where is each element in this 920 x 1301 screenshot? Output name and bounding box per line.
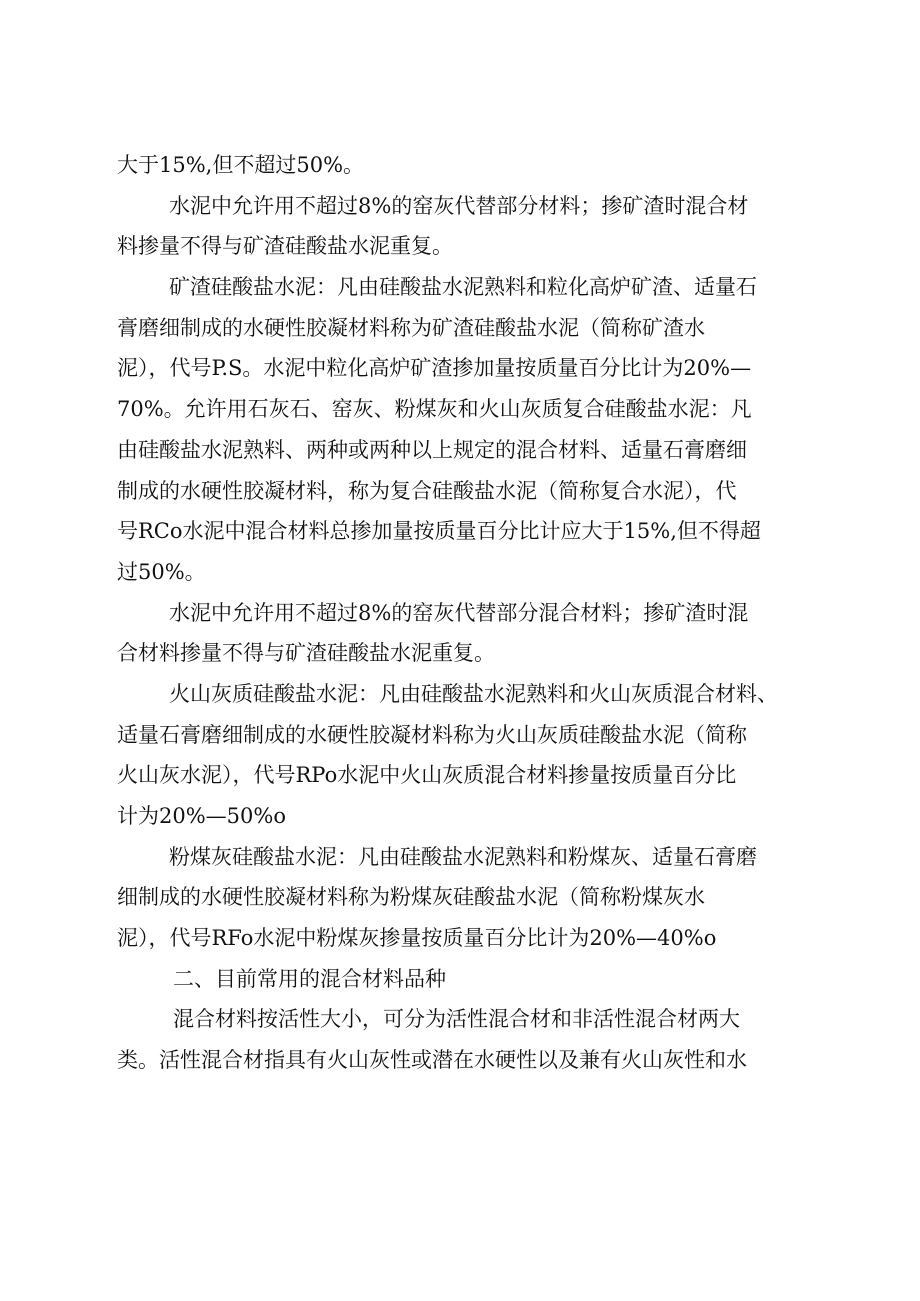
text-line: 粉煤灰硅酸盐水泥：凡由硅酸盐水泥熟料和粉煤灰、适量石膏磨	[169, 844, 757, 869]
text-line: 大于15%,但不超过50%。	[117, 153, 365, 177]
text-line: 泥），代号RFo水泥中粉煤灰掺量按质量百分比计为20%—40%o	[117, 926, 717, 951]
text-line: 号RCo水泥中混合材料总掺加量按质量百分比计应大于15%,但不得超	[117, 519, 761, 544]
paragraph-fly-ash-cement	[117, 837, 817, 959]
paragraph-kiln-dust-note	[117, 186, 817, 267]
text-line: 火山灰质硅酸盐水泥：凡由硅酸盐水泥熟料和火山灰质混合材料、	[169, 681, 778, 706]
text-line: 由硅酸盐水泥熟料、两种或两种以上规定的混合材料、适量石膏磨细	[117, 437, 747, 462]
text-line: 水泥中允许用不超过8%的窑灰代替部分材料；掺矿渣时混合材	[169, 193, 749, 218]
document-body	[117, 145, 817, 1081]
text-line: 细制成的水硬性胶凝材料称为粉煤灰硅酸盐水泥（简称粉煤灰水	[117, 885, 705, 910]
text-line: 膏磨细制成的水硬性胶凝材料称为矿渣硅酸盐水泥（简称矿渣水	[117, 315, 705, 340]
text-line: 70%。允许用石灰石、窑灰、粉煤灰和火山灰质复合硅酸盐水泥：凡	[117, 397, 752, 422]
text-line: 类。活性混合材指具有火山灰性或潜在水硬性以及兼有火山灰性和水	[117, 1048, 747, 1073]
text-line: 水泥中允许用不超过8%的窑灰代替部分混合材料；掺矿渣时混	[169, 600, 749, 625]
paragraph-pozzolana-cement	[117, 674, 817, 837]
text-line: 计为20%—50%o	[117, 804, 286, 828]
paragraph-continuation	[117, 145, 817, 186]
section-heading	[117, 959, 817, 1000]
section-heading-text: 二、目前常用的混合材料品种	[173, 966, 446, 991]
paragraph-slag-cement	[117, 267, 817, 593]
text-line: 火山灰水泥），代号RPo水泥中火山灰质混合材料掺量按质量百分比	[117, 763, 737, 788]
text-line: 过50%。	[117, 559, 206, 584]
text-line: 泥），代号P.S。水泥中粒化高炉矿渣掺加量按质量百分比计为20%—	[117, 356, 752, 381]
paragraph-kiln-dust-mixed	[117, 593, 817, 674]
text-line: 制成的水硬性胶凝材料，称为复合硅酸盐水泥（简称复合水泥），代	[117, 478, 737, 503]
text-line: 适量石膏磨细制成的水硬性胶凝材料称为火山灰质硅酸盐水泥（简称	[117, 722, 747, 747]
text-line: 料掺量不得与矿渣硅酸盐水泥重复。	[117, 234, 453, 259]
paragraph-mixed-material-types	[117, 999, 817, 1080]
text-line: 矿渣硅酸盐水泥：凡由硅酸盐水泥熟料和粒化高炉矿渣、适量石	[169, 275, 757, 300]
text-line: 混合材料按活性大小，可分为活性混合材和非活性混合材两大	[173, 1007, 740, 1032]
text-line: 合材料掺量不得与矿渣硅酸盐水泥重复。	[117, 641, 495, 666]
